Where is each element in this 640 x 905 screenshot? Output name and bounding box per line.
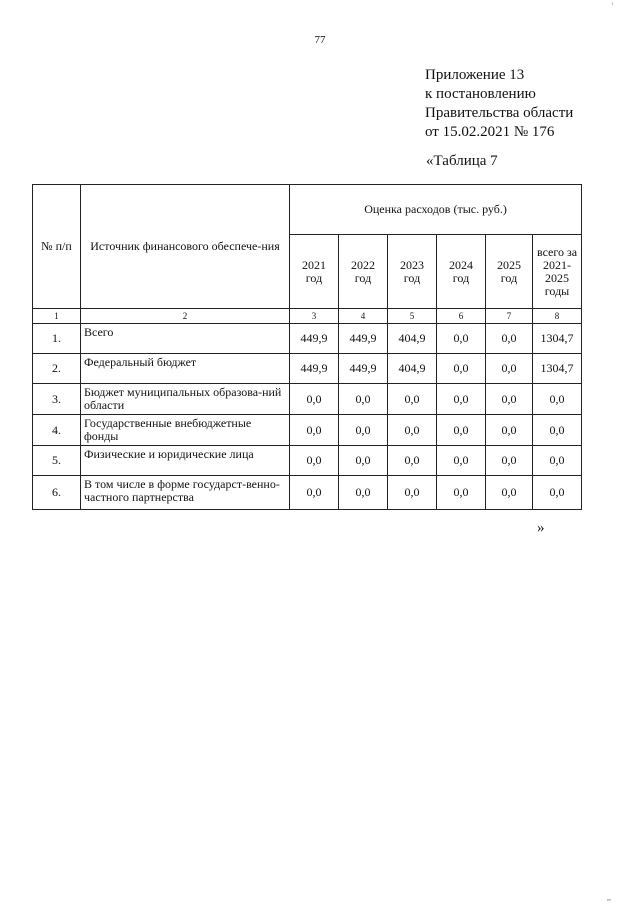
row-value: 404,9 — [388, 354, 437, 384]
row-source: Государственные внебюджетные фонды — [81, 415, 290, 446]
header-total: всего за 2021-2025 годы — [533, 235, 582, 309]
row-value: 449,9 — [339, 324, 388, 354]
annex-line-2: к постановлению — [425, 86, 536, 102]
row-value: 0,0 — [486, 476, 533, 510]
row-value: 0,0 — [388, 384, 437, 415]
col-number: 6 — [437, 309, 486, 324]
col-number: 5 — [388, 309, 437, 324]
table-caption: «Таблица 7 — [426, 153, 498, 169]
col-number: 3 — [290, 309, 339, 324]
col-number: 1 — [33, 309, 81, 324]
row-value: 0,0 — [533, 476, 582, 510]
row-value: 404,9 — [388, 324, 437, 354]
table-row — [33, 354, 582, 384]
row-value: 0,0 — [437, 476, 486, 510]
row-value: 0,0 — [339, 476, 388, 510]
row-source: Физические и юридические лица — [81, 446, 290, 476]
row-value: 0,0 — [339, 384, 388, 415]
row-value: 0,0 — [388, 446, 437, 476]
scan-mark-top: ¦ — [612, 0, 614, 5]
header-num: № п/п — [33, 185, 81, 309]
row-value: 0,0 — [486, 384, 533, 415]
col-number: 4 — [339, 309, 388, 324]
row-value: 0,0 — [533, 415, 582, 446]
row-source: В том числе в форме государст-венно-частного партнерства — [81, 476, 290, 510]
row-value: 0,0 — [339, 446, 388, 476]
header-year: 2025 год — [486, 235, 533, 309]
table-row — [33, 476, 582, 510]
row-value: 0,0 — [437, 446, 486, 476]
page-number: 77 — [314, 34, 326, 46]
row-value: 0,0 — [486, 354, 533, 384]
col-number: 8 — [533, 309, 582, 324]
row-value: 449,9 — [290, 324, 339, 354]
row-value: 0,0 — [486, 446, 533, 476]
expenses-table — [32, 184, 582, 510]
row-value: 0,0 — [388, 476, 437, 510]
table-row — [33, 324, 582, 354]
row-num: 1. — [33, 324, 81, 354]
row-source: Бюджет муниципальных образова-ний области — [81, 384, 290, 415]
row-value: 0,0 — [290, 384, 339, 415]
row-value: 0,0 — [290, 446, 339, 476]
row-value: 449,9 — [339, 354, 388, 384]
row-num: 5. — [33, 446, 81, 476]
row-value: 0,0 — [437, 324, 486, 354]
row-value: 0,0 — [437, 354, 486, 384]
table-row — [33, 446, 582, 476]
header-year: 2023 год — [388, 235, 437, 309]
row-value: 0,0 — [533, 384, 582, 415]
row-num: 6. — [33, 476, 81, 510]
row-value: 1304,7 — [533, 324, 582, 354]
table-row — [33, 415, 582, 446]
annex-line-1: Приложение 13 — [425, 67, 525, 83]
header-expense-estimate: Оценка расходов (тыс. руб.) — [290, 185, 582, 235]
row-num: 4. — [33, 415, 81, 446]
row-value: 0,0 — [437, 384, 486, 415]
header-year: 2021 год — [290, 235, 339, 309]
scan-mark-bottom: ,, — [607, 893, 611, 902]
row-value: 1304,7 — [533, 354, 582, 384]
row-value: 0,0 — [388, 415, 437, 446]
annex-line-4: от 15.02.2021 № 176 — [425, 124, 555, 140]
row-num: 2. — [33, 354, 81, 384]
row-value: 0,0 — [486, 324, 533, 354]
annex-block — [425, 66, 573, 142]
table-row — [33, 384, 582, 415]
row-value: 0,0 — [486, 415, 533, 446]
row-value: 0,0 — [533, 446, 582, 476]
row-value: 449,9 — [290, 354, 339, 384]
annex-line-3: Правительства области — [425, 105, 574, 121]
row-value: 0,0 — [437, 415, 486, 446]
header-year: 2022 год — [339, 235, 388, 309]
row-source: Федеральный бюджет — [81, 354, 290, 384]
col-number: 2 — [81, 309, 290, 324]
closing-quote: » — [537, 520, 545, 536]
row-value: 0,0 — [290, 415, 339, 446]
row-num: 3. — [33, 384, 81, 415]
header-year: 2024 год — [437, 235, 486, 309]
col-number: 7 — [486, 309, 533, 324]
row-source: Всего — [81, 324, 290, 354]
row-value: 0,0 — [339, 415, 388, 446]
row-value: 0,0 — [290, 476, 339, 510]
header-source: Источник финансового обеспече-ния — [81, 185, 290, 309]
